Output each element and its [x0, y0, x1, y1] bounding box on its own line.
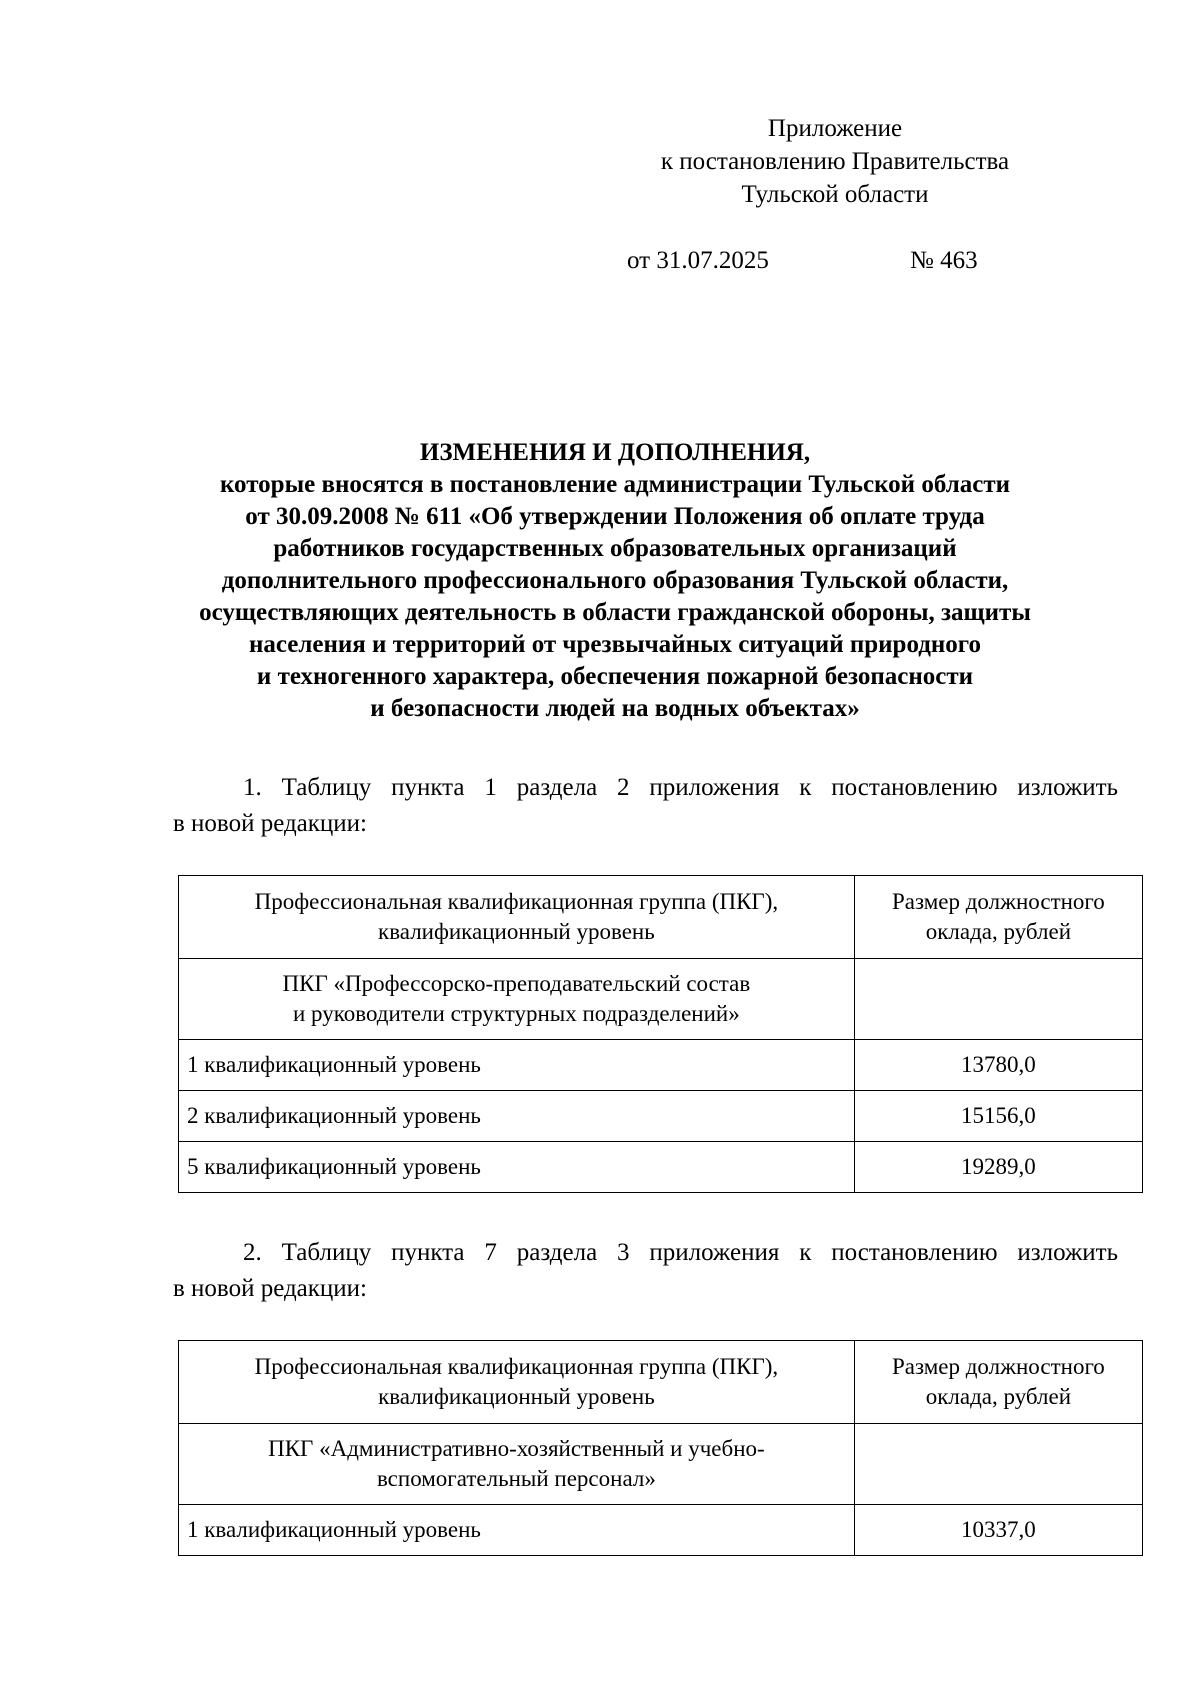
- title-line: работников государственных образовательных организаций: [273, 535, 957, 562]
- header-group-line: Профессиональная квалификационная группа (ПКГ),: [254, 889, 779, 914]
- table-row: [179, 1040, 1143, 1091]
- table-header-row: [179, 1341, 1143, 1424]
- salary-value-cell: 15156,0: [854, 1091, 1142, 1142]
- paragraph-2-line-1: 2. Таблицу пункта 7 раздела 3 приложения к постановлению изложить: [243, 1239, 1118, 1266]
- salary-value-cell: 10337,0: [854, 1505, 1142, 1556]
- table-group-row: [179, 1424, 1143, 1505]
- group-salary-cell: [854, 959, 1142, 1040]
- paragraph-2-line-2: в новой редакции:: [173, 1275, 368, 1302]
- title-line: от 30.09.2008 № 611 «Об утверждении Положения об оплате труда: [245, 503, 985, 530]
- table-header-row: [179, 876, 1143, 959]
- title-line: которые вносятся в постановление администрации Тульской области: [219, 471, 1010, 498]
- header-salary-line: оклада, рублей: [925, 1384, 1072, 1409]
- appendix-region: Тульской области: [741, 181, 929, 208]
- salary-value-cell: 13780,0: [854, 1040, 1142, 1091]
- table-row: [179, 1142, 1143, 1193]
- salary-value-cell: 19289,0: [854, 1142, 1142, 1193]
- appendix-label: Приложение: [767, 115, 903, 142]
- salary-table-1: [178, 875, 1143, 1193]
- group-salary-cell: [854, 1424, 1142, 1505]
- level-name-cell: 2 квалификационный уровень: [179, 1091, 855, 1142]
- level-name-cell: 1 квалификационный уровень: [179, 1040, 855, 1091]
- salary-table-2: [178, 1340, 1143, 1556]
- title-line: и безопасности людей на водных объектах»: [370, 695, 860, 722]
- paragraph-1-line-2: в новой редакции:: [173, 810, 368, 837]
- level-name-cell: 5 квалификационный уровень: [179, 1142, 855, 1193]
- header-salary-line: Размер должностного: [891, 1354, 1105, 1379]
- group-name-cell: [179, 1424, 855, 1505]
- group-name-line: ПКГ «Административно-хозяйственный и учебно-: [268, 1436, 765, 1461]
- table-row: [179, 1505, 1143, 1556]
- document-title: [140, 437, 1090, 725]
- header-group-cell: [179, 1341, 855, 1424]
- appendix-reference: к постановлению Правительства: [660, 148, 1010, 175]
- document-number: № 463: [910, 247, 978, 274]
- header-group-line: квалификационный уровень: [378, 919, 655, 944]
- header-salary-line: оклада, рублей: [925, 919, 1072, 944]
- title-line: и техногенного характера, обеспечения пожарной безопасности: [256, 663, 974, 690]
- group-name-line: ПКГ «Профессорско-преподавательский состав: [282, 971, 751, 996]
- paragraph-1: [173, 770, 1118, 842]
- group-name-line: и руководители структурных подразделений»: [293, 1001, 740, 1026]
- header-salary-cell: [854, 1341, 1142, 1424]
- header-group-line: Профессиональная квалификационная группа (ПКГ),: [254, 1354, 779, 1379]
- header-salary-line: Размер должностного: [891, 889, 1105, 914]
- table-row: [179, 1091, 1143, 1142]
- title-line: дополнительного профессионального образования Тульской области,: [221, 567, 1009, 594]
- appendix-block: [600, 112, 1070, 211]
- header-group-cell: [179, 876, 855, 959]
- document-date: от 31.07.2025: [627, 247, 769, 274]
- group-name-cell: [179, 959, 855, 1040]
- header-group-line: квалификационный уровень: [378, 1384, 655, 1409]
- title-line: населения и территорий от чрезвычайных ситуаций природного: [248, 631, 982, 658]
- paragraph-1-line-1: 1. Таблицу пункта 1 раздела 2 приложения к постановлению изложить: [243, 774, 1118, 801]
- title-heading: ИЗМЕНЕНИЯ И ДОПОЛНЕНИЯ,: [419, 439, 811, 466]
- paragraph-2: [173, 1235, 1118, 1307]
- table-group-row: [179, 959, 1143, 1040]
- header-salary-cell: [854, 876, 1142, 959]
- level-name-cell: 1 квалификационный уровень: [179, 1505, 855, 1556]
- title-line: осуществляющих деятельность в области гражданской обороны, защиты: [199, 599, 1031, 626]
- group-name-line: вспомогательный персонал»: [376, 1466, 656, 1491]
